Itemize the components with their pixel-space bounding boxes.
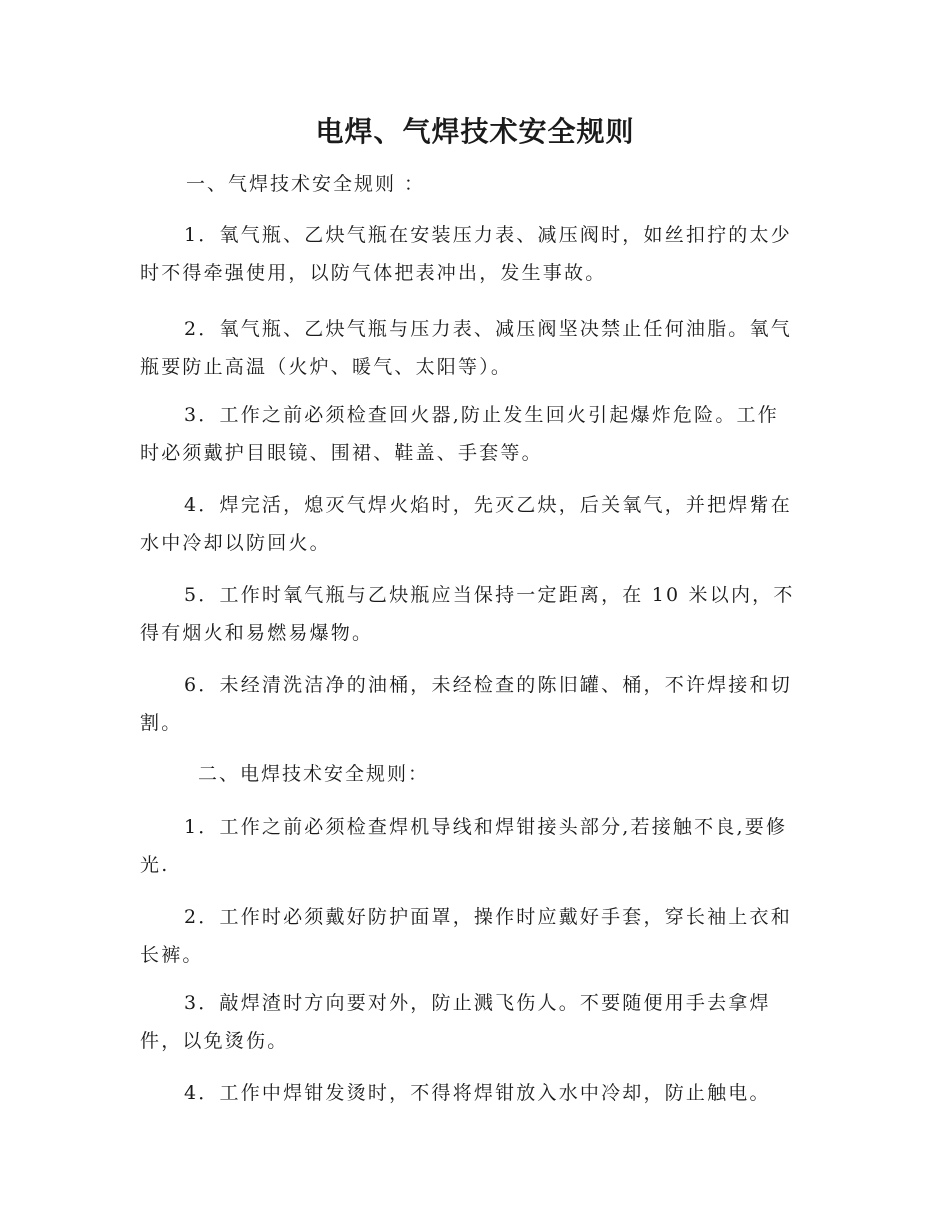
paragraph-line: 割。	[140, 712, 183, 734]
paragraph-electric-1	[140, 808, 810, 884]
section-heading-gas-welding: 一、气焊技术安全规则 ：	[186, 173, 426, 195]
paragraph-gas-2	[140, 310, 810, 386]
paragraph-line: 得有烟火和易燃易爆物。	[140, 622, 374, 644]
paragraph-line: 2．工作时必须戴好防护面罩，操作时应戴好手套，穿长袖上衣和	[184, 906, 792, 928]
paragraph-line: 水中冷却以防回火。	[140, 532, 331, 554]
paragraph-gas-5	[140, 576, 810, 652]
paragraph-gas-4	[140, 486, 810, 562]
paragraph-line: 4．焊完活，熄灭气焊火焰时，先灭乙炔，后关氧气，并把焊觜在	[184, 494, 792, 516]
paragraph-gas-1	[140, 216, 810, 292]
paragraph-electric-2	[140, 898, 810, 974]
paragraph-line: 长裤。	[140, 944, 204, 966]
paragraph-line: 时不得牵强使用，以防气体把表冲出，发生事故。	[140, 262, 607, 284]
paragraph-gas-6	[140, 666, 810, 742]
paragraph-line: 1．氧气瓶、乙炔气瓶在安装压力表、减压阀时，如丝扣拧的太少	[184, 224, 792, 246]
paragraph-electric-4	[140, 1074, 810, 1112]
paragraph-gas-3	[140, 396, 810, 472]
paragraph-line: 光.	[140, 854, 170, 876]
paragraph-line: 1．工作之前必须检查焊机导线和焊钳接头部分,若接触不良,要修	[184, 816, 788, 838]
paragraph-line: 3．工作之前必须检查回火器,防止发生回火引起爆炸危险。工作	[184, 404, 779, 426]
paragraph-electric-3	[140, 984, 810, 1060]
paragraph-line: 件，以免烫伤。	[140, 1030, 289, 1052]
document-title: 电焊、气焊技术安全规则	[315, 115, 635, 148]
paragraph-line: 瓶要防止高温（火炉、暖气、太阳等）。	[140, 356, 513, 378]
paragraph-line: 5．工作时氧气瓶与乙炔瓶应当保持一定距离，在 10 米以内，不	[184, 584, 795, 606]
paragraph-line: 时必须戴护目眼镜、围裙、鞋盖、手套等。	[140, 442, 543, 464]
section-heading-electric-welding: 二、电焊技术安全规则：	[198, 763, 430, 785]
paragraph-line: 4．工作中焊钳发烫时，不得将焊钳放入水中冷却，防止触电。	[184, 1082, 771, 1104]
paragraph-line: 6．未经清洗洁净的油桶，未经检查的陈旧罐、桶，不许焊接和切	[184, 674, 792, 696]
paragraph-line: 2．氧气瓶、乙炔气瓶与压力表、减压阀坚决禁止任何油脂。氧气	[184, 318, 792, 340]
paragraph-line: 3．敲焊渣时方向要对外，防止溅飞伤人。不要随便用手去拿焊	[184, 992, 771, 1014]
